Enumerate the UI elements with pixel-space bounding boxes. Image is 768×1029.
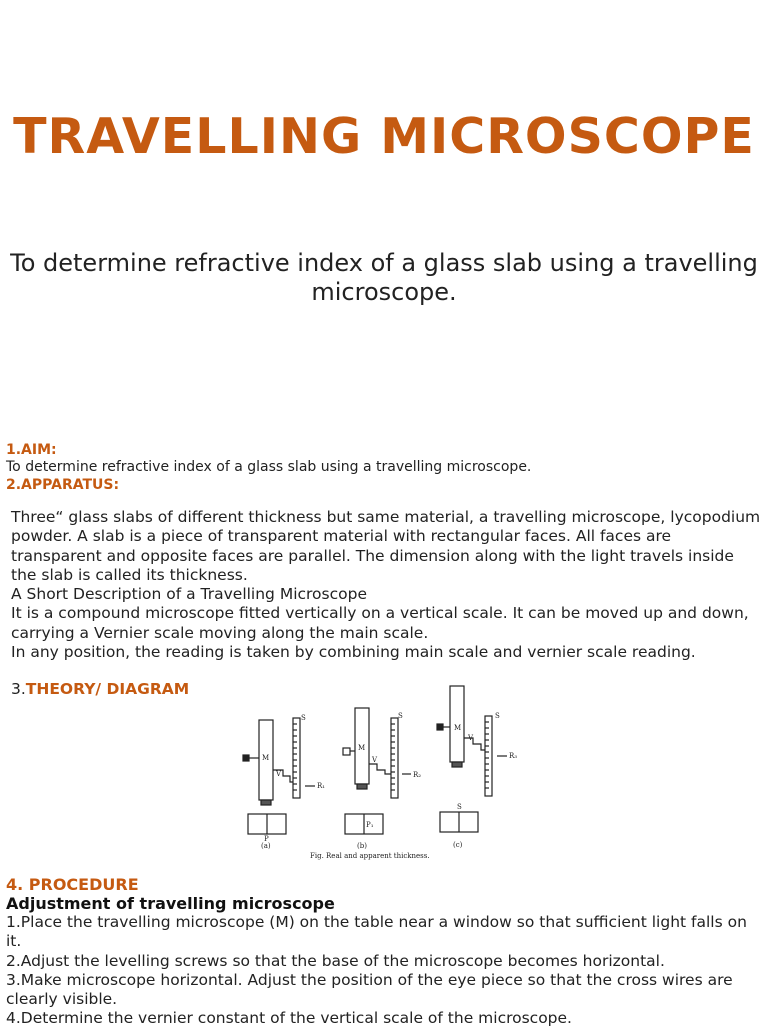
apparatus-heading: 2.APPARATUS: xyxy=(6,477,120,493)
apparatus-paragraph: A Short Description of a Travelling Microscope xyxy=(11,585,368,604)
page-title: TRAVELLING MICROSCOPE xyxy=(13,108,755,165)
label-r1: R₁ xyxy=(317,782,326,790)
scale-ticks-a xyxy=(293,724,297,790)
objective-b xyxy=(357,784,367,789)
apparatus-body xyxy=(11,508,761,662)
knob-b xyxy=(343,748,350,755)
apparatus-paragraph: It is a compound microscope fitted vertically on a vertical scale. It can be moved up and down, carrying a Vernier scale moving along the main scale. xyxy=(11,604,749,642)
label-s-c: S xyxy=(495,712,500,720)
scale-ticks-c xyxy=(485,722,489,788)
label-m-a: M xyxy=(262,754,270,762)
microscope-diagram xyxy=(235,678,525,866)
label-s-b: S xyxy=(398,712,403,720)
procedure-step: 4.Determine the vernier constant of the vertical scale of the microscope. xyxy=(6,1009,572,1028)
label-v-a: V xyxy=(276,770,282,778)
apparatus-paragraph: In any position, the reading is taken by combining main scale and vernier scale reading. xyxy=(11,643,696,662)
apparatus-paragraph: Three“ glass slabs of different thickness but same material, a travelling microscope, lycopodium powder. A slab is a piece of transparent material with rectangular faces. All faces are transparent and opposite faces are parallel. The dimension along with the light travels inside the slab is called its thickness. xyxy=(11,508,761,584)
label-p1: P₁ xyxy=(366,821,374,829)
scale-ticks-b xyxy=(391,724,395,790)
label-m-b: M xyxy=(358,744,366,752)
procedure-step: 2.Adjust the levelling screws so that the base of the microscope becomes horizontal. xyxy=(6,951,665,970)
theory-number: 3. xyxy=(11,680,26,698)
label-m-c: M xyxy=(454,724,462,732)
label-v-b: V xyxy=(372,756,378,764)
page-subtitle: To determine refractive index of a glass slab using a travelling microscope. xyxy=(10,249,758,306)
procedure-step: 3.Make microscope horizontal. Adjust the position of the eye piece so that the cross wires are clearly visible. xyxy=(6,970,733,1009)
label-s-slab-c: S xyxy=(457,803,462,811)
procedure-step: 1.Place the travelling microscope (M) on the table near a window so that sufficient light falls on it. xyxy=(6,913,747,951)
label-r3: R₃ xyxy=(509,752,518,760)
knob-c xyxy=(437,724,443,730)
label-c: (c) xyxy=(453,841,463,849)
knob-a xyxy=(243,755,249,761)
objective-a xyxy=(261,800,271,805)
label-p: P xyxy=(264,835,269,843)
label-b: (b) xyxy=(357,842,367,850)
theory-heading-text: THEORY/ DIAGRAM xyxy=(25,680,190,698)
objective-c xyxy=(452,762,462,767)
figure-caption: Fig. Real and apparent thickness. xyxy=(310,852,430,860)
vernier-b xyxy=(369,764,391,774)
procedure-subheading: Adjustment of travelling microscope xyxy=(6,894,335,913)
aim-heading: 1.AIM: xyxy=(6,442,57,458)
theory-heading xyxy=(11,680,189,698)
label-s-a: S xyxy=(301,714,306,722)
aim-text: To determine refractive index of a glass slab using a travelling microscope. xyxy=(6,459,532,475)
procedure-steps xyxy=(6,913,764,1029)
label-a: (a) xyxy=(261,842,271,850)
label-r2: R₂ xyxy=(413,771,422,779)
label-v-c: V xyxy=(468,734,474,742)
procedure-heading: 4. PROCEDURE xyxy=(6,875,139,894)
